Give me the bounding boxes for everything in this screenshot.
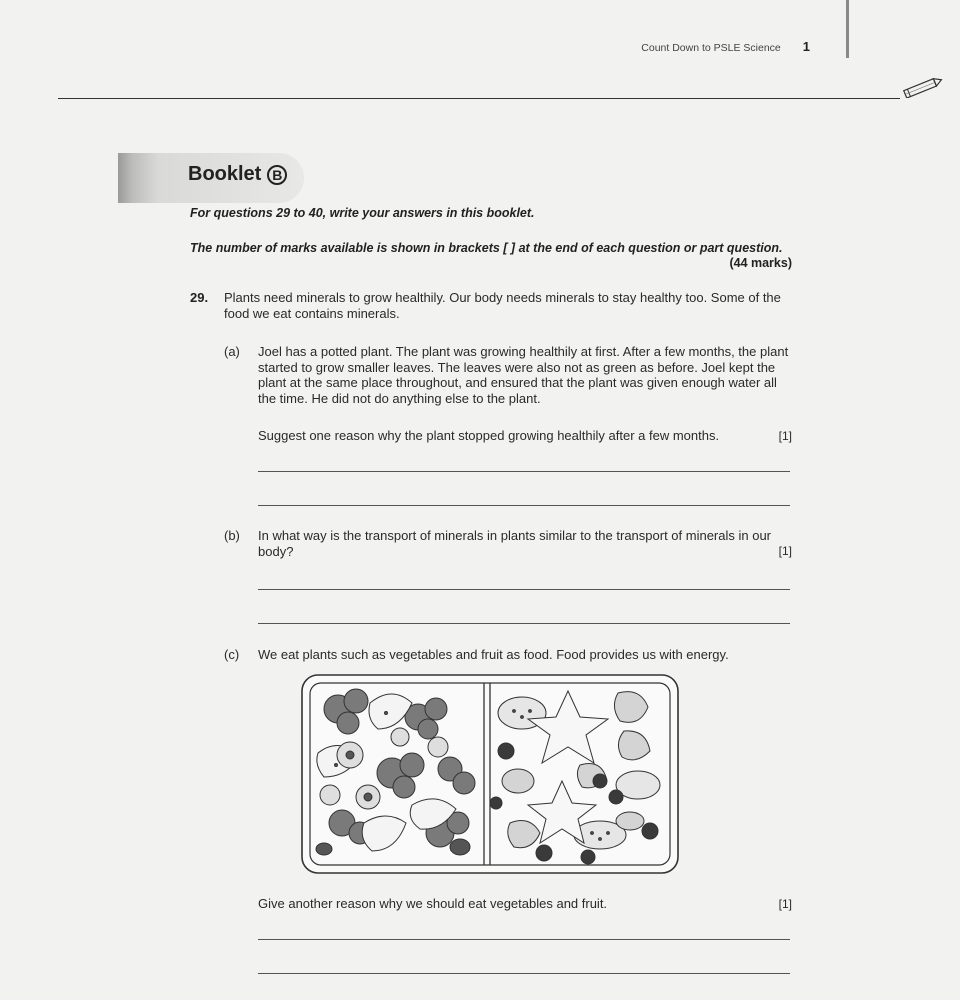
part-c-label: (c) [224,647,240,662]
part-a-text: Joel has a potted plant. The plant was growing healthily at first. After a few months, the plant started to grow smaller leaves. The leaves were also not as green as before. Joel kept the plant at the same place throughout, and ensured that the plant was given enough water all the time. He did not do anything else to the plant. [258,344,789,406]
total-marks: (44 marks) [729,256,792,270]
page-edge-mark [846,0,849,58]
part-b-answer-line-1[interactable] [258,589,790,590]
instruction-line-1: For questions 29 to 40, write your answers in this booklet. [190,206,535,220]
part-b-answer-line-2[interactable] [258,623,790,624]
pencil-icon [898,78,944,98]
part-a-label: (a) [224,344,240,359]
question-stem: Plants need minerals to grow healthily. Our body needs minerals to stay healthy too. Some of the food we eat contains minerals. [224,290,781,321]
booklet-heading [188,163,287,186]
header-rule [58,98,900,99]
page-number: 1 [802,39,810,54]
part-c-answer-line-2[interactable] [258,973,790,974]
booklet-letter-badge: B [267,165,287,185]
part-c-answer-line-1[interactable] [258,939,790,940]
part-a-answer-line-2[interactable] [258,505,790,506]
running-header [560,39,810,54]
instruction-line-2: The number of marks available is shown in brackets [ ] at the end of each question or part question. [190,241,783,255]
part-c-prompt: Give another reason why we should eat vegetables and fruit. [258,896,608,911]
part-a-marks: [1] [778,429,792,443]
part-c-marks: [1] [778,897,792,911]
part-b-label: (b) [224,528,240,543]
question-number: 29. [190,290,209,305]
part-c-text: We eat plants such as vegetables and fruit as food. Food provides us with energy. [258,647,729,662]
part-b-marks: [1] [778,544,792,558]
part-a-prompt: Suggest one reason why the plant stopped growing healthily after a few months. [258,428,720,443]
lunchbox-illustration [300,673,680,875]
part-a-answer-line-1[interactable] [258,471,790,472]
running-title: Count Down to PSLE Science [641,42,781,54]
part-b-text: In what way is the transport of minerals in plants similar to the transport of minerals in our body? [258,528,771,559]
booklet-title: Booklet [188,163,262,185]
